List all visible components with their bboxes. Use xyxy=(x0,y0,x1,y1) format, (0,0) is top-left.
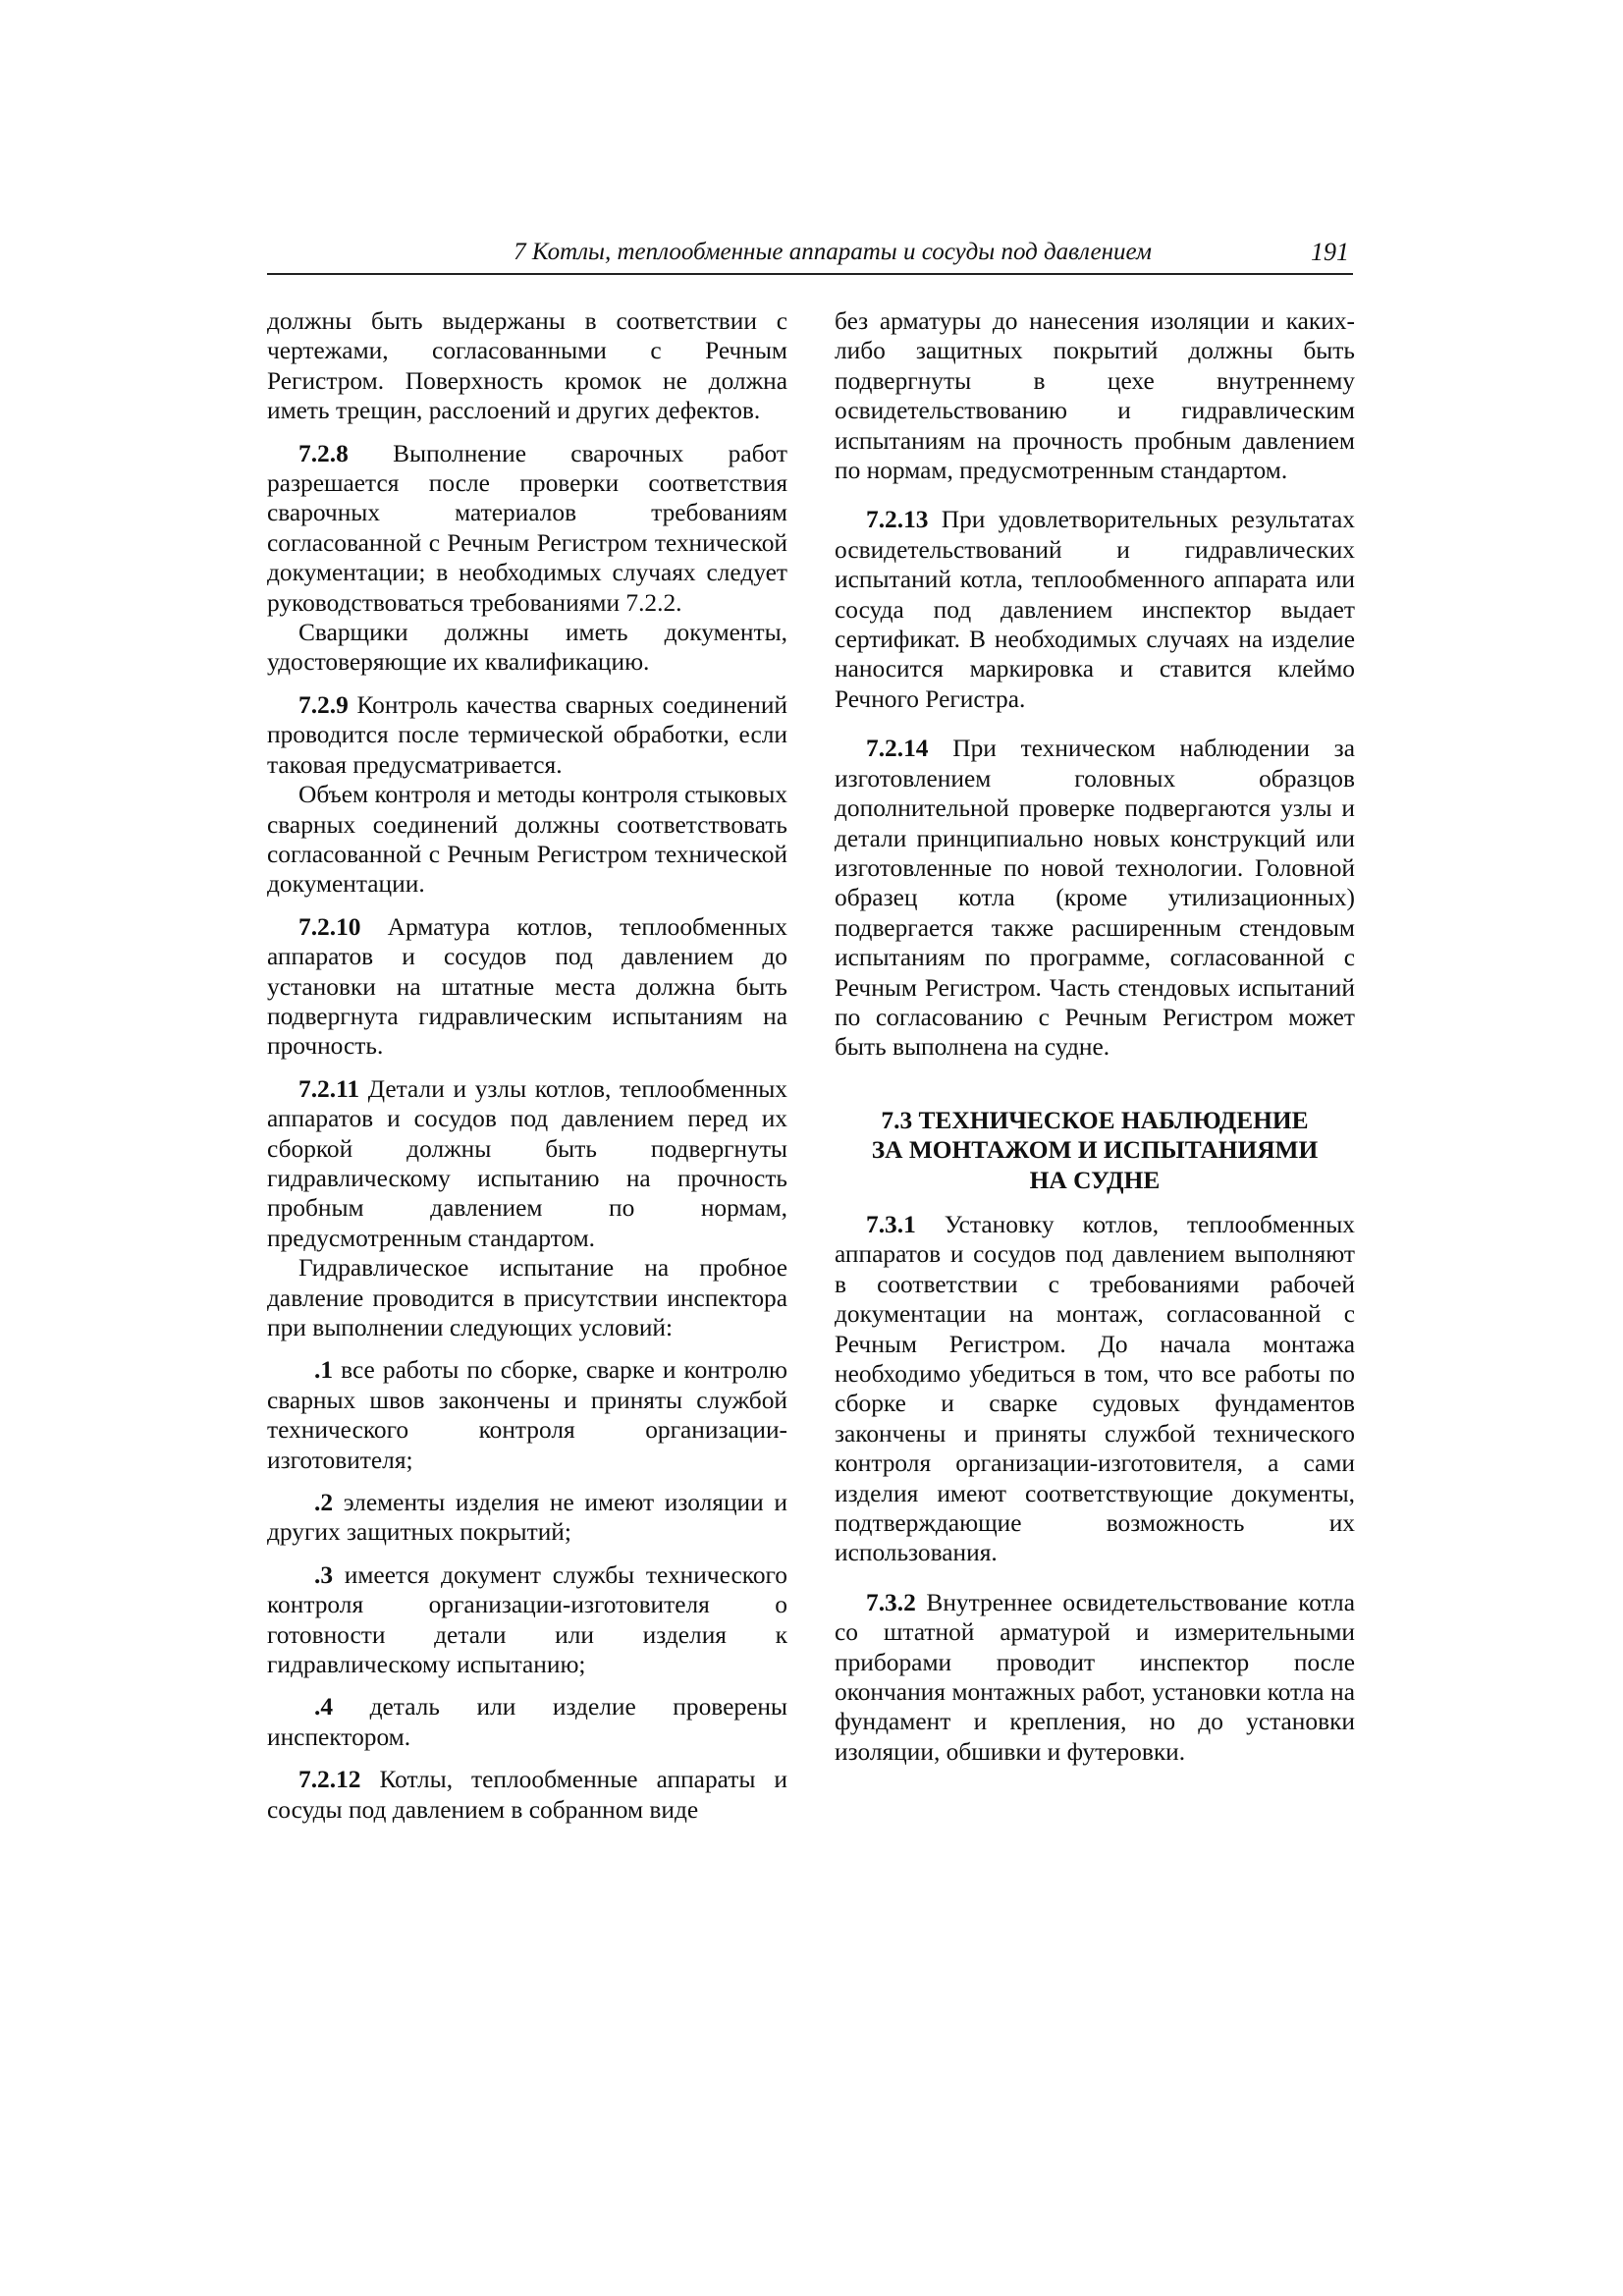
clause-text: При техническом наблюдении за изготовлением головных образцов дополнительной проверке подвергаются узлы и детали принципиально новых конструкций или изготовленные по новой технологии. Головной образец котла (кроме утилизационных) подвергается также расширенным стендовым испытаниям по программе, согласованной с Речным Регистром. Часть стендовых испытаний по согласованию с Речным Регистром может быть выполнена на судне. xyxy=(835,735,1355,1062)
paragraph xyxy=(267,306,787,426)
clause-7-2-8 xyxy=(267,439,787,618)
paragraph-text: Гидравлическое испытание на пробное давление проводится в присутствии инспектора при выполнении следующих условий: xyxy=(267,1254,787,1341)
clause-7-2-10 xyxy=(267,912,787,1062)
page-number: 191 xyxy=(1311,238,1349,266)
left-column xyxy=(267,306,787,1825)
clause-text: Выполнение сварочных работ разрешается после проверки соответствия сварочных материалов требованиям согласованной с Речным Регистром технической документации; в необходимых случаях следует руководствоваться требованиями 7.2.2. xyxy=(267,439,787,617)
clause-text: Арматура котлов, теплообменных аппаратов и сосудов под давлением до установки на штатные места должна быть подвергнута гидравлическим испытаниям на прочность. xyxy=(267,912,787,1061)
paragraph-text: Сварщики должны иметь документы, удостоверяющие их квалификацию. xyxy=(267,619,787,677)
clause-text: Контроль качества сварных соединений проводится после термической обработки, если таковая предусматривается. xyxy=(267,690,787,779)
paragraph xyxy=(267,1253,787,1342)
clause-7-2-11 xyxy=(267,1074,787,1253)
clause-7-2-12 xyxy=(267,1765,787,1825)
list-item-1 xyxy=(267,1355,787,1475)
clause-text: При удовлетворительных результатах освидетельствований и гидравлических испытаний котла, теплообменного аппарата или сосуда под давлением инспектор выдает сертификат. В необходимых случаях на изделие наносится маркировка и ставится клеймо Речного Регистра. xyxy=(835,506,1355,713)
clause-7-3-2 xyxy=(835,1588,1355,1767)
clause-number: 7.3.1 xyxy=(866,1210,916,1238)
section-heading-line: 7.3 ТЕХНИЧЕСКОЕ НАБЛЮДЕНИЕ xyxy=(881,1106,1309,1134)
clause-text: Котлы, теплообменные аппараты и сосуды под давлением в собранном виде xyxy=(267,1766,787,1824)
list-item-3 xyxy=(267,1560,787,1680)
clause-number: 7.2.12 xyxy=(298,1766,361,1794)
clause-number: 7.2.14 xyxy=(866,735,929,763)
clause-text: Внутреннее освидетельствование котла со штатной арматурой и измерительными приборами проводит инспектор после окончания монтажных работ, установки котла на фундамент и крепления, но до установки изоляции, обшивки и футеровки. xyxy=(835,1588,1355,1766)
clause-text: Установку котлов, теплообменных аппаратов и сосудов под давлением выполняют в соответствии с требованиями рабочей документации на монтаж, согласованной с Речным Регистром. До начала монтажа необходимо убедиться в том, что все работы по сборке и сварке судовых фундаментов закончены и приняты службой технического контроля организации-изготовителя, а сами изделия имеют соответствующие документы, подтверждающие возможность их использования. xyxy=(835,1210,1355,1567)
paragraph-text: должны быть выдержаны в соответствии с чертежами, согласованными с Речным Регистром. Поверхность кромок не должна иметь трещин, расслоений и других дефектов. xyxy=(267,307,787,425)
clause-number: 7.3.2 xyxy=(866,1588,916,1616)
paragraph xyxy=(267,780,787,900)
list-item-number: .3 xyxy=(314,1560,334,1589)
right-column xyxy=(835,306,1355,1767)
list-item-text: деталь или изделие проверены инспектором. xyxy=(267,1693,787,1751)
paragraph xyxy=(835,306,1355,485)
list-item-text: элементы изделия не имеют изоляции и других защитных покрытий; xyxy=(267,1489,787,1547)
section-heading-line: НА СУДНЕ xyxy=(1029,1166,1161,1194)
clause-number: 7.2.11 xyxy=(298,1074,360,1103)
running-title: 7 Котлы, теплообменные аппараты и сосуды под давлением xyxy=(514,239,1152,265)
section-heading-line: ЗА МОНТАЖОМ И ИСПЫТАНИЯМИ xyxy=(871,1136,1319,1165)
paragraph-text: без арматуры до нанесения изоляции и каких-либо защитных покрытий должны быть подвергнуты в цехе внутреннему освидетельствованию и гидравлическим испытаниям на прочность пробным давлением по нормам, предусмотренным стандартом. xyxy=(835,307,1355,485)
list-item-number: .4 xyxy=(314,1693,334,1722)
page-header xyxy=(267,236,1353,275)
clause-7-3-1 xyxy=(835,1210,1355,1568)
clause-number: 7.2.8 xyxy=(298,439,349,467)
list-item-4 xyxy=(267,1692,787,1752)
clause-7-2-9 xyxy=(267,690,787,780)
list-item-text: все работы по сборке, сварке и контролю сварных швов закончены и приняты службой технического контроля организации-изготовителя; xyxy=(267,1356,787,1474)
list-item-number: .2 xyxy=(314,1489,334,1517)
paragraph-text: Объем контроля и методы контроля стыковых сварных соединений должны соответствовать согласованной с Речным Регистром технической документации. xyxy=(267,781,787,899)
clause-number: 7.2.13 xyxy=(866,506,929,534)
list-item-2 xyxy=(267,1488,787,1548)
paragraph xyxy=(267,618,787,678)
section-heading xyxy=(835,1106,1355,1195)
list-item-text: имеется документ службы технического контроля организации-изготовителя о готовности детали или изделия к гидравлическому испытанию; xyxy=(267,1560,787,1679)
clause-7-2-13 xyxy=(835,505,1355,714)
clause-number: 7.2.9 xyxy=(298,690,349,719)
clause-7-2-14 xyxy=(835,734,1355,1062)
clause-number: 7.2.10 xyxy=(298,912,361,941)
list-item-number: .1 xyxy=(314,1356,334,1385)
clause-text: Детали и узлы котлов, теплообменных аппаратов и сосудов под давлением перед их сборкой должны быть подвергнуты гидравлическому испытанию на прочность пробным давлением по нормам, предусмотренным стандартом. xyxy=(267,1074,787,1252)
